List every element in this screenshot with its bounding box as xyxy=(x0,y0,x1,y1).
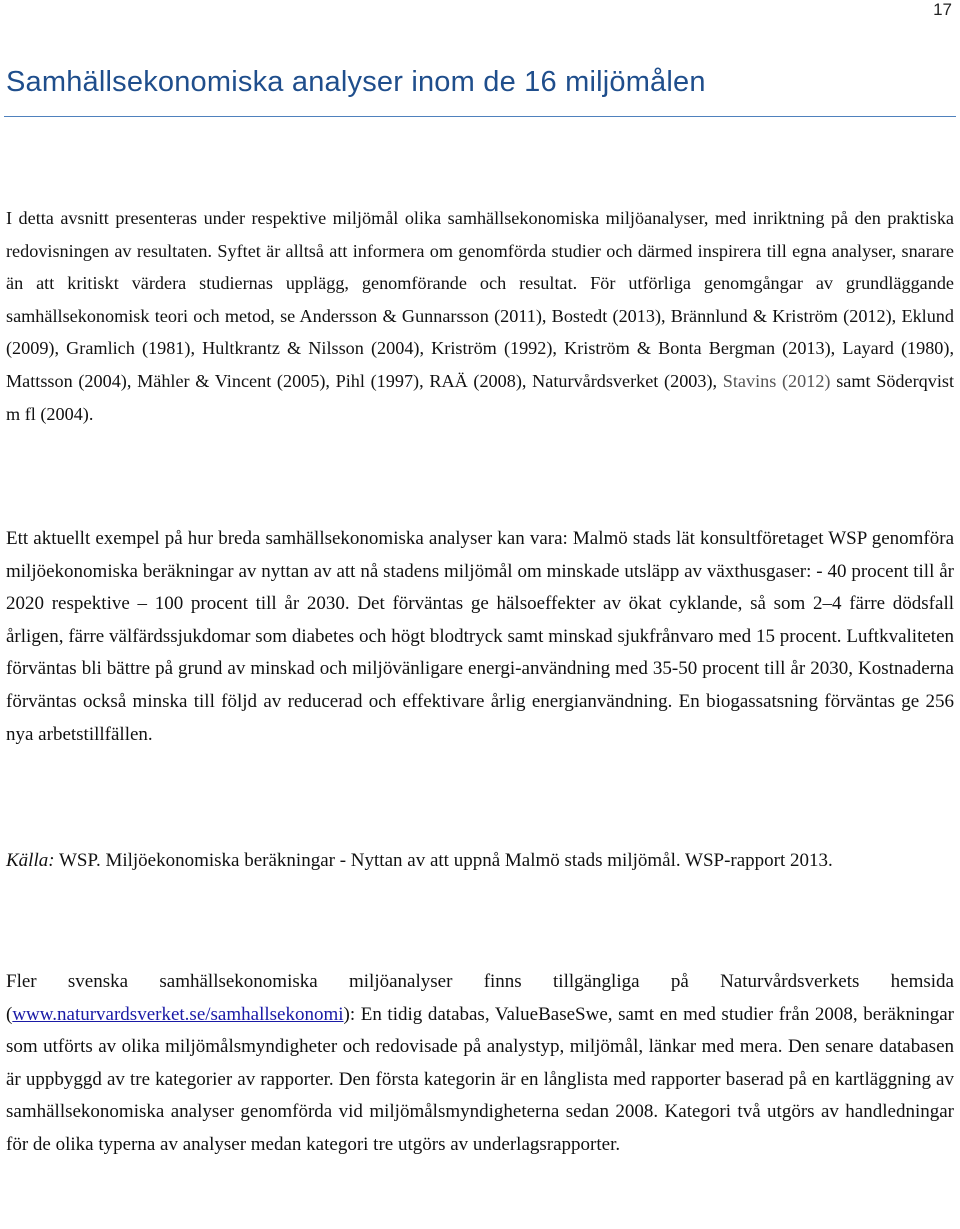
page-title: Samhällsekonomiska analyser inom de 16 miljömålen xyxy=(6,66,706,98)
intro-text-end: samt Söderqvist m fl (2004). xyxy=(6,370,955,424)
title-divider xyxy=(4,116,956,117)
source-paragraph xyxy=(6,845,954,878)
naturvardsverket-link[interactable]: www.naturvardsverket.se/samhallsekonomi xyxy=(12,1003,344,1025)
page-number: 17 xyxy=(933,0,952,19)
more-info-paragraph xyxy=(6,966,954,1162)
example-paragraph: Ett aktuellt exempel på hur breda samhällsekonomiska analyser kan vara: Malmö stads lät konsultföretaget WSP genomföra miljöekonomiska beräkningar av nyttan av att nå stadens miljömål om minskade utsläpp av växthusgaser: - 40 procent till år 2020 respektive – 100 procent till år 2030. Det förväntas ge hälsoeffekter av ökat cyklande, så som 2–4 färre dödsfall årligen, färre välfärdssjukdomar som diabetes och högt blodtryck samt minskad sjukfrånvaro med 15 procent. Luftkvaliteten förväntas bli bättre på grund av minskad och miljövänligare energi-användning med 35-50 procent till år 2030, Kostnaderna förväntas också minska till följd av reducerad och effektivare årlig energianvändning. En biogassatsning förväntas ge 256 nya arbetstillfällen. xyxy=(6,528,954,745)
source-label: Källa: xyxy=(6,850,55,871)
source-text: WSP. Miljöekonomiska beräkningar - Nyttan av att uppnå Malmö stads miljömål. WSP-rapport 2013. xyxy=(58,850,833,871)
intro-text: I detta avsnitt presenteras under respektive miljömål olika samhällsekonomiska miljöanalyser, med inriktning på den praktiska redovisningen av resultaten. Syftet är alltså att informera om genomförda studier och därmed inspirera till egna analyser, snarare än att kritiskt värdera studiernas upplägg, genomförande och resultat. För utförliga genomgångar av grundläggande samhällsekonomisk teori och metod, se Andersson & Gunnarsson (2011), Bostedt (2013), Brännlund & Kriström (2012), Eklund (2009), Gramlich (1981), Hultkrantz & Nilsson (2004), Kriström (1992), Kriström & Bonta Bergman (2013), Layard (1980), Mattsson (2004), Mähler & Vincent (2005), Pihl (1997), RAÄ (2008), Naturvårdsverket (2003), xyxy=(6,208,954,391)
more-info-text: Fler svenska samhällsekonomiska miljöanalyser finns tillgängliga på Naturvårdsverkets hemsida ( xyxy=(6,971,954,1025)
more-info-text-end: ): En tidig databas, ValueBaseSwe, samt en med studier från 2008, beräkningar som utförts av olika miljömålsmyndigheter och redovisade på analystyp, miljömål, länkar med mera. Den senare databasen är uppbyggd av tre kategorier av rapporter. Den första kategorin är en långlista med rapporter baserad på en kartläggning av samhällsekonomiska analyser genomförda vid miljömålsmyndigheterna sedan 2008. Kategori två utgörs av handledningar för de olika typerna av analyser medan kategori tre utgörs av underlagsrapporter. xyxy=(6,1003,954,1155)
intro-reference-stavins: Stavins (2012) xyxy=(722,370,831,391)
intro-paragraph xyxy=(6,202,954,430)
